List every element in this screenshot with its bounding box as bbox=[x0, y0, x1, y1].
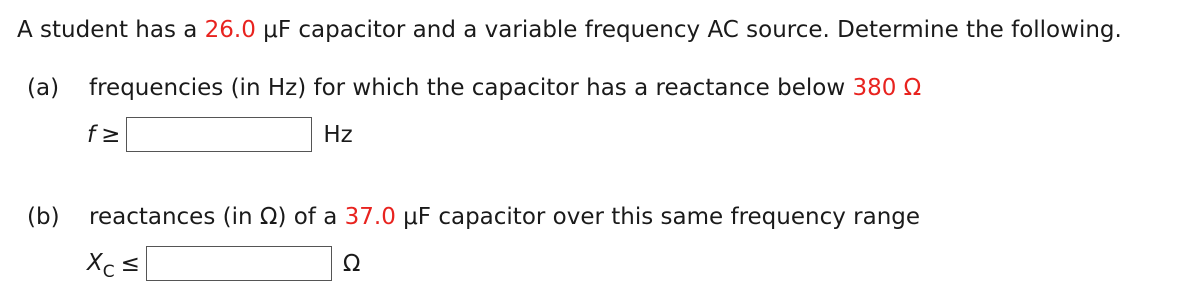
frequency-answer-input[interactable] bbox=[126, 117, 312, 152]
intro-capacitance-value: 26.0 bbox=[204, 17, 256, 43]
intro-text-after: μF capacitor and a variable frequency AC source. Determine the following. bbox=[255, 17, 1122, 43]
part-b-text-before: reactances (in Ω) of a bbox=[89, 204, 345, 230]
part-b-text-after: μF capacitor over this same frequency range bbox=[395, 204, 921, 230]
reactance-answer-input[interactable] bbox=[146, 246, 332, 281]
intro-text-before: A student has a bbox=[17, 17, 205, 43]
less-equal-symbol: ≤ bbox=[120, 250, 140, 277]
reactance-variable bbox=[87, 247, 115, 281]
part-a-answer-row bbox=[87, 117, 353, 152]
part-a-question bbox=[27, 72, 921, 104]
part-b-question bbox=[27, 201, 920, 233]
hz-unit-label: Hz bbox=[323, 121, 353, 148]
part-a-letter: (a) bbox=[27, 75, 60, 101]
part-a-reactance-value: 380 bbox=[852, 75, 897, 101]
part-a-text: frequencies (in Hz) for which the capacitor has a reactance below bbox=[89, 75, 853, 101]
frequency-variable: f bbox=[87, 121, 96, 148]
part-b-answer-row bbox=[87, 246, 361, 281]
problem-statement bbox=[17, 14, 1122, 46]
reactance-subscript: C bbox=[102, 261, 115, 282]
part-b-letter: (b) bbox=[27, 204, 60, 230]
greater-equal-symbol: ≥ bbox=[101, 121, 121, 148]
part-a-ohm-symbol: Ω bbox=[896, 75, 922, 101]
part-b-capacitance-value: 37.0 bbox=[344, 204, 396, 230]
ohm-unit-label: Ω bbox=[342, 250, 361, 277]
reactance-variable-letter: X bbox=[87, 249, 103, 276]
